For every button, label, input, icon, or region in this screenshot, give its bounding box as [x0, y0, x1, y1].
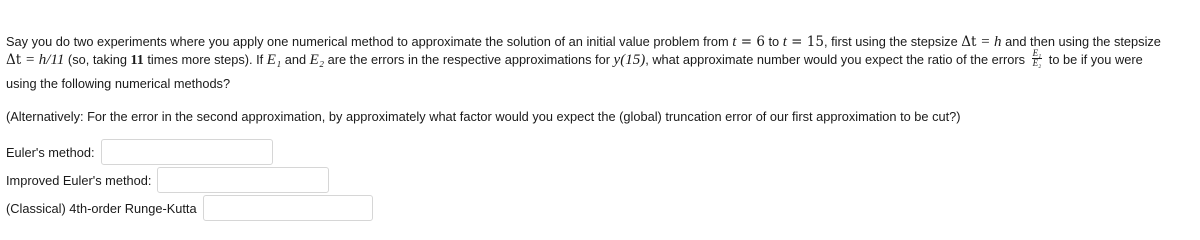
- math-t: t: [782, 34, 787, 50]
- answer-row-euler: [6, 139, 273, 165]
- math-stepsize-h-over-11: = h/11: [21, 52, 65, 68]
- question-text-segment: to: [764, 34, 783, 49]
- question-text-segment: to be if you were: [1045, 52, 1143, 67]
- question-text-segment: , what approximate number would you expect the ratio of the errors: [645, 52, 1029, 67]
- question-text-segment: times more steps). If: [143, 52, 267, 67]
- ratio-fraction: [1032, 49, 1043, 68]
- question-text-segment: and: [281, 52, 310, 67]
- question-text-segment: are the errors in the respective approximations for: [324, 52, 614, 67]
- math-e1: E₁: [266, 52, 282, 68]
- answer-row-runge-kutta: [6, 195, 373, 221]
- improved-euler-answer-input[interactable]: [157, 167, 329, 193]
- question-text-segment: Say you do two experiments where you apply one numerical method to approximate the solution of an initial value problem from: [6, 34, 733, 49]
- math-value-start: = 6: [736, 34, 765, 50]
- question-line-2: [6, 48, 1143, 70]
- question-text-segment: , first using the stepsize: [823, 34, 962, 49]
- math-y-15: y(15): [613, 52, 646, 68]
- math-stepsize-h: = h: [976, 34, 1002, 50]
- question-text-segment: and then using the stepsize: [1001, 34, 1161, 49]
- answer-row-improved-euler: [6, 167, 329, 193]
- math-t: t: [732, 34, 737, 50]
- answer-label-euler: Euler's method:: [6, 144, 95, 160]
- question-line-1: [6, 33, 1161, 51]
- euler-answer-input[interactable]: [101, 139, 273, 165]
- fraction-denominator: E₂: [1032, 58, 1042, 69]
- answer-label-improved-euler: Improved Euler's method:: [6, 172, 152, 188]
- math-eleven: 11: [130, 53, 144, 68]
- math-e2: E₂: [309, 52, 325, 68]
- math-value-end: = 15: [786, 34, 824, 50]
- question-line-3: using the following numerical methods?: [6, 76, 231, 91]
- fraction-numerator: E₁: [1032, 48, 1042, 59]
- math-delta-t: Δt: [6, 52, 22, 68]
- question-text-segment: (so, taking: [64, 52, 131, 67]
- math-delta-t: Δt: [961, 34, 977, 50]
- answer-label-runge-kutta: (Classical) 4th-order Runge-Kutta: [6, 200, 197, 216]
- runge-kutta-answer-input[interactable]: [203, 195, 373, 221]
- alternative-question: (Alternatively: For the error in the second approximation, by approximately what factor would you expect the (global) truncation error of our first approximation to be cut?): [6, 109, 961, 124]
